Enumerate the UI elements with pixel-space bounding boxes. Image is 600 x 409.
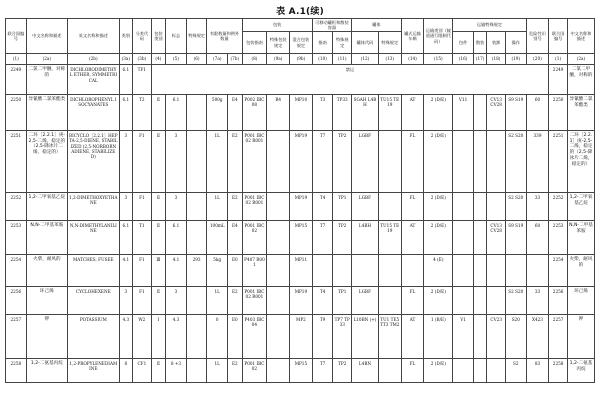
cell-cn-name: 二环［2.2.1］庚-2,5-二烯，稳定的（2,5-降冰片二烯，稳定的）: [26, 131, 67, 193]
col-num: (4): [151, 54, 165, 65]
cell-sp-operation: [505, 255, 526, 287]
cell-tank-special: TP2: [333, 221, 352, 255]
h-tunnel: 运输类别（隧道通行限制代码）: [424, 19, 453, 54]
cell-cn-name-repeat: 环己烯: [567, 287, 594, 315]
cell-packing-group: Ⅱ: [151, 221, 165, 255]
cell-limited-quantity: 1L: [207, 193, 228, 221]
cell-tank-instruction: T4: [312, 193, 333, 221]
cell-tank-special-prov: TU15 TE19: [378, 95, 401, 131]
table-row: [6, 95, 595, 131]
h-t-special: 特殊规定: [333, 32, 352, 54]
h-sp-packages: 包件: [453, 32, 474, 54]
cell-sp-loading: [487, 193, 506, 221]
cell-class-code: W2: [133, 315, 152, 359]
cell-en-name: CYCLOHEXENE: [67, 287, 119, 315]
cell-sp-loading: [487, 131, 506, 193]
cell-special-provisions: [186, 131, 207, 193]
h-pack-special: 特殊包装规定: [267, 32, 290, 54]
column-number-row: [6, 54, 595, 65]
cell-hazard-id: 339: [526, 131, 549, 193]
h-en-name: 英文名称和描述: [67, 19, 119, 54]
cell-en-name: MATCHES, FUSEE: [67, 255, 119, 287]
cell-special-packing: [267, 193, 290, 221]
cell-labels: 3: [166, 287, 187, 315]
h-tank-mobile: 可移动罐柜和散装容器: [312, 19, 351, 32]
table-row: [6, 255, 595, 287]
cell-special-provisions: [186, 221, 207, 255]
cell-cn-name: 1,2-二甲氧基乙烷: [26, 193, 67, 221]
cell-packing-instruction: P407 R001: [242, 255, 267, 287]
cell-labels: 6.1: [166, 221, 187, 255]
cell-mixed-packing: MP19: [290, 193, 313, 221]
cell-tank-special-prov: [378, 359, 401, 383]
cell-tank-special: [333, 255, 352, 287]
h-cn-name-repeat: 中文名称和描述: [567, 19, 594, 54]
cell-transport-category: 2 (D/E): [424, 193, 453, 221]
cell-un-number-repeat: 2256: [549, 287, 568, 315]
table-row: [6, 315, 595, 359]
cell-packing-instruction: P001 IBC02 R001: [242, 193, 267, 221]
col-num: (3b): [133, 54, 152, 65]
h-special-prov: 运输特殊规定: [453, 19, 526, 32]
cell-mixed-packing: MP10: [290, 95, 313, 131]
cell-sp-operation: S20: [505, 315, 526, 359]
cell-class: 3: [119, 131, 132, 193]
cell-hazard-id: 60: [526, 95, 549, 131]
h-sp-operation: 操作: [505, 32, 526, 54]
cell-cn-name-repeat: 1,2-二甲氧基乙烷: [567, 193, 594, 221]
h-packaging: 包装: [242, 19, 312, 32]
cell-excepted-quantity: E2: [228, 287, 242, 315]
cell-cn-name: 环己烯: [26, 287, 67, 315]
cell-sp-packages: [453, 221, 474, 255]
cell-packing-group: Ⅱ: [151, 359, 165, 383]
cell-class-code: T2: [133, 95, 152, 131]
cell-special-provisions: 293: [186, 255, 207, 287]
cell-packing-instruction: P001 IBC02 R001: [242, 131, 267, 193]
col-num: (15): [424, 54, 453, 65]
cell-class-code: F1: [133, 131, 152, 193]
cell-sp-bulk: [473, 359, 486, 383]
cell-cn-name-repeat: 火柴，耐风的: [567, 255, 594, 287]
cell-limited-quantity: 1L: [207, 131, 228, 193]
h-instr: 指南: [312, 32, 333, 54]
cell-un-number-repeat: 2251: [549, 131, 568, 193]
cell-special-packing: [267, 221, 290, 255]
cell-packing-instruction: P001 IBC02 R001: [242, 287, 267, 315]
cell-en-name: N,N-DIMETHYLANILINE: [67, 221, 119, 255]
col-num: (9b): [290, 54, 313, 65]
cell-en-name: DICHLOROPHENYL ISOCYANATES: [67, 95, 119, 131]
cell-class: 6.1: [119, 221, 132, 255]
cell-special-packing: [267, 315, 290, 359]
table-row: [6, 287, 595, 315]
cell-mixed-packing: MP15: [290, 221, 313, 255]
cell-transport-category: 2 (D/E): [424, 359, 453, 383]
h-pack-instr: 包装指南: [242, 32, 267, 54]
cell-sp-bulk: [473, 193, 486, 221]
col-num: (18): [487, 54, 506, 65]
col-num: (17): [473, 54, 486, 65]
cell-en-name: POTASSIUM: [67, 315, 119, 359]
cell-excepted-quantity: E4: [228, 221, 242, 255]
col-num: (2a): [567, 54, 594, 65]
cell-un-number: 2251: [6, 131, 27, 193]
cell-special-provisions: [186, 193, 207, 221]
cell-sp-loading: CV13 CV28: [487, 95, 506, 131]
cell-labels: 4.1: [166, 255, 187, 287]
cell-tank-special: TP2: [333, 359, 352, 383]
cell-special-packing: [267, 287, 290, 315]
cell-sp-bulk: [473, 221, 486, 255]
cell-tank-instruction: T3: [312, 95, 333, 131]
col-num: (2b): [67, 54, 119, 65]
cell-sp-loading: CV13 CV28: [487, 221, 506, 255]
cell-cn-name-repeat: 异氰酸二氯苯酯类: [567, 95, 594, 131]
cell-cn-name: 钾: [26, 315, 67, 359]
cell-cn-name-repeat: 钾: [567, 315, 594, 359]
cell-sp-loading: CV23: [487, 315, 506, 359]
cell-special-packing: [267, 359, 290, 383]
cell-cn-name-repeat: N,N-二甲基苯胺: [567, 221, 594, 255]
h-labels: 标志: [166, 19, 187, 54]
cell-un-number-repeat: 2249: [549, 65, 568, 95]
cell-class: 8: [119, 359, 132, 383]
cell-packing-instruction: P001 IBC02: [242, 221, 267, 255]
cell-un-number-repeat: 2257: [549, 315, 568, 359]
cell-tank-code: L4BN: [352, 359, 379, 383]
cell-un-number-repeat: 2250: [549, 95, 568, 131]
cell-tank-special: TP1: [333, 287, 352, 315]
cell-sp-loading: [487, 359, 506, 383]
cell-tank-code: SGAH L4BH: [352, 95, 379, 131]
col-num: (9a): [267, 54, 290, 65]
cell-un-number: 2253: [6, 221, 27, 255]
cell-class: 6.1: [119, 65, 132, 95]
h-special: 特殊规定: [186, 19, 207, 54]
cell-sp-operation: S2 S20: [505, 287, 526, 315]
cell-transport-category: 4 (E): [424, 255, 453, 287]
cell-vehicle: FL: [401, 193, 424, 221]
cell-limited-quantity: 1L: [207, 287, 228, 315]
col-num: (14): [401, 54, 424, 65]
cell-excepted-quantity: E4: [228, 95, 242, 131]
col-num: (16): [453, 54, 474, 65]
cell-cn-name: 异氰酸二氯苯酯类: [26, 95, 67, 131]
cell-hazard-id: 60: [526, 221, 549, 255]
cell-un-number-repeat: 2258: [549, 359, 568, 383]
cell-sp-operation: S2 S20: [505, 193, 526, 221]
table-row: [6, 221, 595, 255]
cell-sp-bulk: [473, 255, 486, 287]
cell-class-code: CF1: [133, 359, 152, 383]
cell-hazard-id: X423: [526, 315, 549, 359]
cell-sp-operation: S2: [505, 359, 526, 383]
cell-excepted-quantity: E0: [228, 255, 242, 287]
cell-class: 4.3: [119, 315, 132, 359]
cell-class: 3: [119, 287, 132, 315]
cell-packing-instruction: P403 IBC04: [242, 315, 267, 359]
cell-hazard-id: 33: [526, 287, 549, 315]
h-tank-special: 特殊规定: [378, 32, 401, 54]
cell-vehicle: FL: [401, 131, 424, 193]
cell-tank-code: L4BH: [352, 221, 379, 255]
cell-mixed-packing: MP11: [290, 255, 313, 287]
cell-tank-special: TP7 TP33: [333, 315, 352, 359]
cell-un-number: 2257: [6, 315, 27, 359]
cell-tank-instruction: T4: [312, 287, 333, 315]
cell-tank-code: L10BN (+): [352, 315, 379, 359]
h-hazard-id: 危险性识别号: [526, 19, 549, 54]
col-num: (8): [242, 54, 267, 65]
cell-excepted-quantity: E2: [228, 193, 242, 221]
cell-hazard-id: [526, 255, 549, 287]
cell-un-number: 2258: [6, 359, 27, 383]
cell-special-packing: [267, 255, 290, 287]
cell-sp-packages: [453, 131, 474, 193]
cell-mixed-packing: MP19: [290, 287, 313, 315]
cell-special-provisions: [186, 359, 207, 383]
cell-tank-special-prov: TU1 TE5 TT3 TM2: [378, 315, 401, 359]
cell-sp-bulk: [473, 95, 486, 131]
cell-sp-bulk: [473, 131, 486, 193]
table-row: [6, 193, 595, 221]
header-row-1: [6, 19, 595, 32]
cell-sp-bulk: [473, 315, 486, 359]
cell-limited-quantity: 1L: [207, 359, 228, 383]
cell-packing-group: Ⅱ: [151, 287, 165, 315]
cell-mixed-packing: MP19: [290, 131, 313, 193]
cell-tank-special-prov: TU15 TE19: [378, 221, 401, 255]
cell-hazard-id: 33: [526, 193, 549, 221]
cell-labels: 3: [166, 131, 187, 193]
cell-cn-name: 二氯二甲醚，对称的: [26, 65, 67, 95]
cell-vehicle: FL: [401, 287, 424, 315]
cell-class-code: F1: [133, 193, 152, 221]
cell-vehicle: [401, 255, 424, 287]
cell-tank-code: LGBF: [352, 193, 379, 221]
cell-tank-special-prov: [378, 287, 401, 315]
cell-special-provisions: [186, 315, 207, 359]
cell-mixed-packing: MP15: [290, 359, 313, 383]
cell-en-name: 1,2-PROPYLENEDIAMINE: [67, 359, 119, 383]
cell-sp-bulk: [473, 287, 486, 315]
cell-un-number-repeat: 2252: [549, 193, 568, 221]
cell-tank-instruction: [312, 255, 333, 287]
cell-un-number-repeat: 2253: [549, 221, 568, 255]
col-num: (3a): [119, 54, 132, 65]
cell-vehicle: AT: [401, 315, 424, 359]
cell-class: 6.1: [119, 95, 132, 131]
cell-packing-instruction: P001 IBC02: [242, 359, 267, 383]
cell-hazard-id: 83: [526, 359, 549, 383]
cell-sp-operation: S9 S19: [505, 95, 526, 131]
cell-cn-name-repeat: 二环［2.2.1］庚-2,5-二烯，稳定的（2,5-降冰片二烯，稳定的）: [567, 131, 594, 193]
h-pg: 包装类别: [151, 19, 165, 54]
cell-tank-special-prov: [378, 255, 401, 287]
col-num: (6): [186, 54, 207, 65]
cell-vehicle: AT: [401, 221, 424, 255]
cell-vehicle: AT: [401, 95, 424, 131]
cell-excepted-quantity: E0: [228, 315, 242, 359]
cell-excepted-quantity: E2: [228, 359, 242, 383]
cell-class: 4.1: [119, 255, 132, 287]
cell-transport-category: 1 (B/E): [424, 315, 453, 359]
col-num: (19): [505, 54, 526, 65]
cell-limited-quantity: 100mL: [207, 221, 228, 255]
table-row: [6, 359, 595, 383]
cell-tank-special: TP2: [333, 131, 352, 193]
cell-special-provisions: [186, 95, 207, 131]
cell-un-number: 2256: [6, 287, 27, 315]
h-class-code: 分类代码: [133, 19, 152, 54]
cell-forbidden: 禁运: [151, 65, 549, 95]
cell-class-code: F1: [133, 287, 152, 315]
cell-en-name: BICYCLO［2.2.1］HEPTA-2,5-DIENE, STABILIZED (2,5-NORBORNADIENE, STABILIZED): [67, 131, 119, 193]
cell-sp-packages: [453, 193, 474, 221]
cell-tank-special: TP1: [333, 193, 352, 221]
cell-un-number: 2252: [6, 193, 27, 221]
h-mixed: 混合包装规定: [290, 32, 313, 54]
cell-en-name: DICHLORODIMETHYL ETHER, SYMMETRICAL: [67, 65, 119, 95]
cell-sp-operation: S2 S20: [505, 131, 526, 193]
dangerous-goods-table: [5, 18, 595, 383]
cell-cn-name-repeat: 1,2-二氨基丙烷: [567, 359, 594, 383]
cell-transport-category: 2 (D/E): [424, 221, 453, 255]
h-vehicle: 罐式运输车辆: [401, 19, 424, 54]
cell-sp-packages: V11: [453, 95, 474, 131]
cell-labels: 4.3: [166, 315, 187, 359]
cell-tank-instruction: T7: [312, 131, 333, 193]
h-class: 类别: [119, 19, 132, 54]
cell-sp-packages: V1: [453, 315, 474, 359]
cell-un-number: 2250: [6, 95, 27, 131]
col-num: (2a): [26, 54, 67, 65]
cell-class-code: T1: [133, 221, 152, 255]
cell-packing-group: Ⅱ: [151, 95, 165, 131]
cell-packing-group: Ⅲ: [151, 255, 165, 287]
cell-tank-code: LGBF: [352, 131, 379, 193]
cell-class-code: TF1: [133, 65, 152, 95]
cell-tank-instruction: T7: [312, 359, 333, 383]
cell-un-number: 2254: [6, 255, 27, 287]
table-row: [6, 65, 595, 95]
cell-sp-loading: [487, 255, 506, 287]
cell-sp-packages: [453, 255, 474, 287]
cell-tank-code: LGBF: [352, 287, 379, 315]
cell-en-name: 1,2-DIMETHOXYETHANE: [67, 193, 119, 221]
cell-mixed-packing: MP2: [290, 315, 313, 359]
cell-tank-code: [352, 255, 379, 287]
col-num: (11): [333, 54, 352, 65]
cell-class: 3: [119, 193, 132, 221]
cell-labels: 6.1: [166, 95, 187, 131]
h-un: 联合国编号: [6, 19, 27, 54]
cell-packing-group: Ⅰ: [151, 315, 165, 359]
cell-tank-instruction: T7: [312, 221, 333, 255]
col-num: (1): [6, 54, 27, 65]
cell-packing-group: Ⅱ: [151, 131, 165, 193]
col-num: (12): [352, 54, 379, 65]
cell-special-provisions: [186, 287, 207, 315]
cell-sp-packages: [453, 287, 474, 315]
cell-packing-group: Ⅱ: [151, 193, 165, 221]
col-num: (5): [166, 54, 187, 65]
col-num: (7b): [228, 54, 242, 65]
cell-limited-quantity: 0: [207, 315, 228, 359]
table-title: 表 A.1(续): [276, 7, 324, 17]
cell-packing-instruction: P002 IBC08: [242, 95, 267, 131]
cell-sp-operation: S9 S19: [505, 221, 526, 255]
cell-sp-loading: [487, 287, 506, 315]
cell-tank-special-prov: [378, 131, 401, 193]
cell-un-number: 2249: [6, 65, 27, 95]
cell-limited-quantity: 500g: [207, 95, 228, 131]
cell-class-code: F1: [133, 255, 152, 287]
col-num: (13): [378, 54, 401, 65]
col-num: (1): [549, 54, 568, 65]
h-sp-bulk: 散装: [473, 32, 486, 54]
h-tank: 罐体: [352, 19, 402, 32]
table-row: [6, 131, 595, 193]
h-cn-name: 中文名称和描述: [26, 19, 67, 54]
cell-cn-name: 1,2-二氨基丙烷: [26, 359, 67, 383]
cell-vehicle: FL: [401, 359, 424, 383]
col-num: (10): [312, 54, 333, 65]
table-body: [6, 65, 595, 383]
cell-tank-instruction: T9: [312, 315, 333, 359]
cell-transport-category: 2 (D/E): [424, 95, 453, 131]
cell-sp-packages: [453, 359, 474, 383]
cell-un-number-repeat: 2254: [549, 255, 568, 287]
cell-cn-name: N,N-二甲基苯胺: [26, 221, 67, 255]
cell-cn-name: 火柴，耐风的: [26, 255, 67, 287]
cell-limited-quantity: 5kg: [207, 255, 228, 287]
cell-tank-special-prov: [378, 193, 401, 221]
col-num: (20): [526, 54, 549, 65]
cell-labels: 3: [166, 193, 187, 221]
col-num: (7a): [207, 54, 228, 65]
cell-excepted-quantity: E2: [228, 131, 242, 193]
cell-transport-category: 2 (D/E): [424, 287, 453, 315]
h-limited: 有限数量和例外数量: [207, 19, 242, 54]
cell-tank-special: TP33: [333, 95, 352, 131]
h-tank-code: 罐体代码: [352, 32, 379, 54]
cell-special-packing: [267, 131, 290, 193]
cell-labels: 8 +3: [166, 359, 187, 383]
cell-special-packing: B4: [267, 95, 290, 131]
h-un-repeat: 联合国编号: [549, 19, 568, 54]
cell-cn-name-repeat: 二氯二甲醚，对称的: [567, 65, 594, 95]
cell-transport-category: 2 (D/E): [424, 131, 453, 193]
h-sp-loading: 装卸: [487, 32, 506, 54]
